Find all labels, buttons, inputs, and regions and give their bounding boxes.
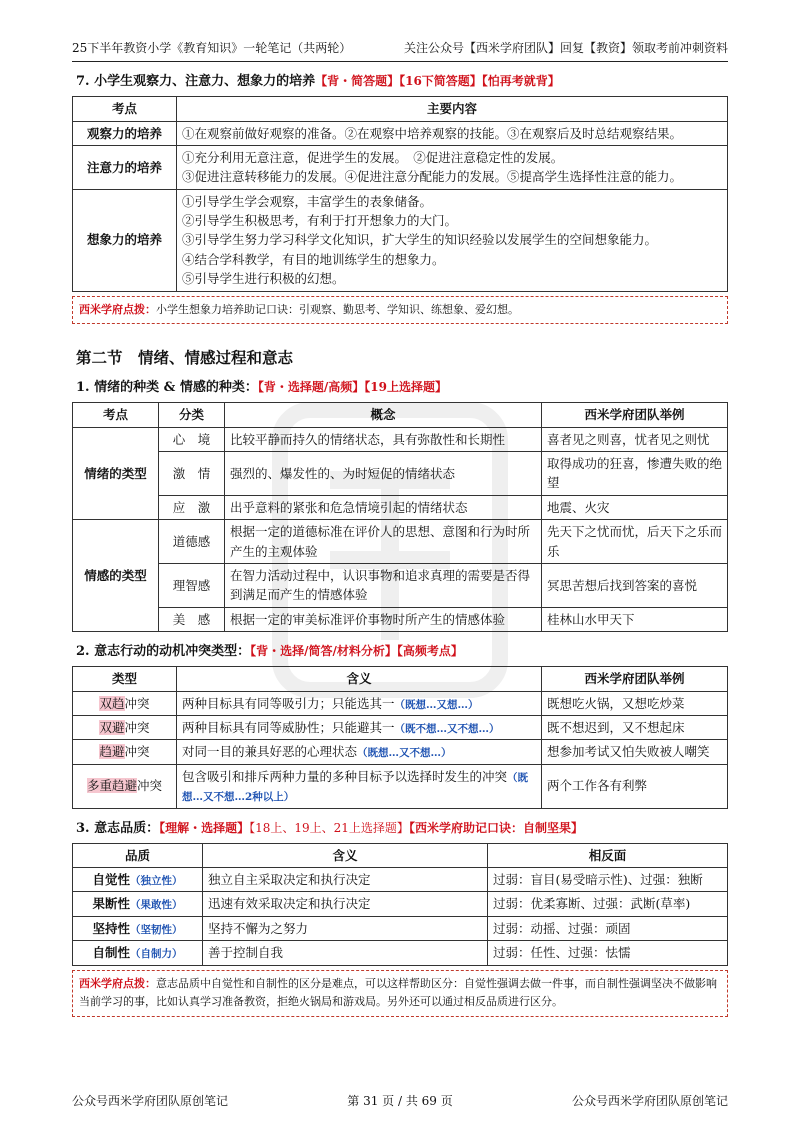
quality-name	[73, 868, 203, 892]
sec7-note	[72, 296, 728, 325]
emo-cat: 美 感	[159, 607, 225, 631]
note-label: 西米学府点拨：	[79, 302, 156, 316]
highlight-text: 双趋	[99, 695, 125, 711]
conflict-heading	[76, 642, 728, 662]
content-line: ⑤引导学生进行积极的幻想。	[182, 271, 345, 287]
quality-name	[73, 916, 203, 940]
quality-name-text: 坚持性	[92, 920, 130, 936]
note-label: 西米学府点拨：	[79, 976, 156, 990]
meaning-hint: （既想…又想…）	[394, 698, 479, 711]
quality-alias: （自制力）	[130, 948, 183, 961]
table-row	[73, 452, 728, 496]
meaning-text: 两种目标具有同等威胁性；只能避其一	[182, 720, 395, 735]
emo-title: 1. 情绪的种类 & 情感的种类：	[76, 380, 258, 396]
table-row	[73, 868, 728, 892]
quality-meaning: 坚持不懈为之努力	[203, 916, 488, 940]
emo-header-cat: 分类	[159, 403, 225, 427]
quality-opposite: 过弱：任性、过强：怯懦	[488, 941, 728, 965]
emo-tags: 【背・选择题/高频】【19上选择题】	[257, 380, 447, 395]
sec7-title: 7. 小学生观察力、注意力、想象力的培养	[76, 74, 316, 89]
meaning-hint: （既想…又不想…）	[357, 747, 452, 760]
highlight-text: 趋避	[99, 744, 125, 760]
conflict-example: 想参加考试又怕失败被人嘲笑	[542, 740, 728, 764]
sec7-content-1	[177, 145, 728, 189]
conflict-header-type: 类型	[73, 667, 177, 691]
emo-heading	[76, 378, 728, 398]
table-row	[73, 892, 728, 916]
conflict-table	[72, 666, 728, 808]
emo-example: 先天下之忧而忧，后天下之乐而乐	[542, 520, 728, 564]
sec7-point-1: 注意力的培养	[73, 145, 177, 189]
sec7-table	[72, 96, 728, 291]
table-row	[73, 740, 728, 764]
quality-header-meaning: 含义	[203, 843, 488, 867]
emo-point-0: 情绪的类型	[73, 427, 159, 520]
quality-name	[73, 892, 203, 916]
quality-opposite: 过弱：盲目(易受暗示性)、过强：独断	[488, 868, 728, 892]
quality-meaning: 善于控制自我	[203, 941, 488, 965]
sec7-header-content: 主要内容	[177, 97, 728, 121]
sec7-heading	[76, 72, 728, 92]
content-line: ③引导学生努力学习科学文化知识，扩大学生的知识经验以发展学生的空间想象能力。	[182, 232, 658, 248]
header-right: 关注公众号【西米学府团队】回复【教资】领取考前冲刺资料	[403, 41, 728, 56]
quality-header-name: 品质	[73, 843, 203, 867]
quality-name-text: 自觉性	[92, 872, 130, 888]
emo-cat: 心 境	[159, 427, 225, 451]
quality-note	[72, 970, 728, 1017]
emo-header-concept: 概念	[225, 403, 542, 427]
page-number: 第 31 页 / 共 69 页	[347, 1094, 453, 1108]
sec7-content-2	[177, 189, 728, 291]
quality-tags-1: 【理解・选择题】	[159, 820, 250, 835]
conflict-meaning	[177, 764, 542, 808]
emo-example: 冥思苦想后找到答案的喜悦	[542, 563, 728, 607]
header-left: 25下半年教资小学《教育知识》一轮笔记（共两轮）	[72, 41, 352, 56]
quality-opposite: 过弱：优柔寡断、过强：武断(草率)	[488, 892, 728, 916]
emo-example: 桂林山水甲天下	[542, 607, 728, 631]
emo-cat: 理智感	[159, 563, 225, 607]
page-footer	[72, 1092, 728, 1111]
quality-heading	[76, 819, 728, 839]
quality-table	[72, 843, 728, 966]
emo-header-example: 西米学府团队举例	[542, 403, 728, 427]
highlight-text: 双避	[99, 720, 125, 735]
emo-header-point: 考点	[73, 403, 159, 427]
emo-example: 喜者见之则喜，忧者见之则忧	[542, 427, 728, 451]
quality-alias: （果敢性）	[130, 899, 183, 912]
content-line: ③促进注意转移能力的发展。④促进注意分配能力的发展。⑤提高学生选择性注意的能力。	[182, 169, 683, 185]
table-row	[73, 189, 728, 291]
table-row	[73, 427, 728, 451]
quality-name	[73, 941, 203, 965]
table-row	[73, 563, 728, 607]
emo-cat: 道德感	[159, 520, 225, 564]
emo-concept: 根据一定的审美标准评价事物时所产生的情感体验	[225, 607, 542, 631]
emo-cat: 激 情	[159, 452, 225, 496]
quality-name-text: 果断性	[92, 896, 130, 912]
table-row	[73, 716, 728, 740]
emo-cat: 应 激	[159, 495, 225, 519]
conflict-type	[73, 740, 177, 764]
meaning-hint: （既想…又不想…2种以上）	[182, 771, 529, 804]
conflict-header-example: 西米学府团队举例	[542, 667, 728, 691]
quality-tags-3: 【西米学府助记口诀：自制坚果】	[408, 820, 583, 835]
content-line: ①充分利用无意注意，促进学生的发展。 ②促进注意稳定性的发展。	[182, 149, 564, 165]
quality-header-opposite: 相反面	[488, 843, 728, 867]
quality-alias: （独立性）	[130, 875, 183, 888]
conflict-example: 既想吃火锅，又想吃炒菜	[542, 691, 728, 715]
table-row	[73, 691, 728, 715]
content-line: ④结合学科教学，有目的地训练学生的想象力。	[182, 251, 445, 267]
conflict-meaning	[177, 740, 542, 764]
table-row	[73, 121, 728, 145]
conflict-type	[73, 691, 177, 715]
sec7-tags: 【背・简答题】【16下简答题】【怕再考就背】	[315, 74, 560, 88]
quality-opposite: 过弱：动摇、过强：顽固	[488, 916, 728, 940]
type-suffix: 冲突	[137, 778, 163, 794]
conflict-type	[73, 764, 177, 808]
quality-title: 3. 意志品质：	[76, 820, 160, 836]
content-line: ②引导学生积极思考，有利于打开想象力的大门。	[182, 213, 458, 229]
note-text: 小学生想象力培养助记口诀：引观察、勤思考、学知识、练想象、爱幻想。	[156, 302, 519, 316]
note-text: 意志品质中自觉性和自制性的区分是难点，可以这样帮助区分：自觉性强调去做一件事，而自制性强调坚决不做影响当前学习的事，比如认真学习准备教资，拒绝火锅局和游戏局。另外还可以通过相反品质进行区分。	[79, 976, 717, 1009]
emo-table	[72, 402, 728, 632]
section-title: 第二节 情绪、情感过程和意志	[76, 348, 294, 368]
conflict-type	[73, 716, 177, 740]
content-line: ①在观察前做好观察的准备。②在观察中培养观察的技能。③在观察后及时总结观察结果。	[182, 125, 683, 141]
emo-concept: 在智力活动过程中，认识事物和追求真理的需要是否得到满足而产生的情感体验	[225, 563, 542, 607]
content-line: ①引导学生学会观察，丰富学生的表象储备。	[182, 193, 433, 209]
emo-point-1: 情感的类型	[73, 520, 159, 632]
quality-name-text: 自制性	[92, 945, 130, 961]
footer-left: 公众号西米学府团队原创笔记	[72, 1094, 229, 1108]
page-header	[72, 36, 728, 62]
table-row	[73, 495, 728, 519]
emo-example: 取得成功的狂喜，惨遭失败的绝望	[542, 452, 728, 496]
emo-concept: 出乎意料的紧张和危急情境引起的情绪状态	[225, 495, 542, 519]
emo-concept: 比较平静而持久的情绪状态，具有弥散性和长期性	[225, 427, 542, 451]
page-content	[72, 68, 728, 1017]
table-row	[73, 607, 728, 631]
table-row	[73, 520, 728, 564]
conflict-example: 既不想迟到，又不想起床	[542, 716, 728, 740]
quality-tags-2: 【18上、19上、21上选择题】	[249, 820, 409, 835]
quality-meaning: 独立自主采取决定和执行决定	[203, 868, 488, 892]
table-row	[73, 916, 728, 940]
table-row	[73, 764, 728, 808]
highlight-text: 多重趋避	[86, 778, 137, 794]
conflict-title: 2. 意志行动的动机冲突类型：	[76, 644, 251, 660]
meaning-text: 包含吸引和排斥两种力量的多种目标予以选择时发生的冲突	[182, 768, 508, 784]
meaning-text: 两种目标具有同等吸引力；只能选其一	[182, 695, 395, 711]
type-suffix: 冲突	[124, 695, 150, 711]
emo-concept: 强烈的、爆发性的、为时短促的情绪状态	[225, 452, 542, 496]
emo-example: 地震、火灾	[542, 495, 728, 519]
sec7-point-0: 观察力的培养	[73, 121, 177, 145]
emo-concept: 根据一定的道德标准在评价人的思想、意图和行为时所产生的主观体验	[225, 520, 542, 564]
quality-meaning: 迅速有效采取决定和执行决定	[203, 892, 488, 916]
conflict-meaning	[177, 716, 542, 740]
sec7-point-2: 想象力的培养	[73, 189, 177, 291]
conflict-header-meaning: 含义	[177, 667, 542, 691]
conflict-example: 两个工作各有利弊	[542, 764, 728, 808]
table-row	[73, 145, 728, 189]
conflict-meaning	[177, 691, 542, 715]
footer-right: 公众号西米学府团队原创笔记	[571, 1094, 728, 1108]
sec7-header-point: 考点	[73, 97, 177, 121]
meaning-hint: （既不想…又不想…）	[394, 723, 500, 735]
meaning-text: 对同一目的兼具好恶的心理状态	[182, 744, 358, 760]
table-row	[73, 941, 728, 965]
conflict-tags: 【背・选择/简答/材料分析】【高频考点】	[250, 644, 463, 659]
type-suffix: 冲突	[124, 720, 150, 735]
sec7-content-0	[177, 121, 728, 145]
type-suffix: 冲突	[124, 744, 150, 760]
quality-alias: （坚韧性）	[130, 923, 183, 936]
